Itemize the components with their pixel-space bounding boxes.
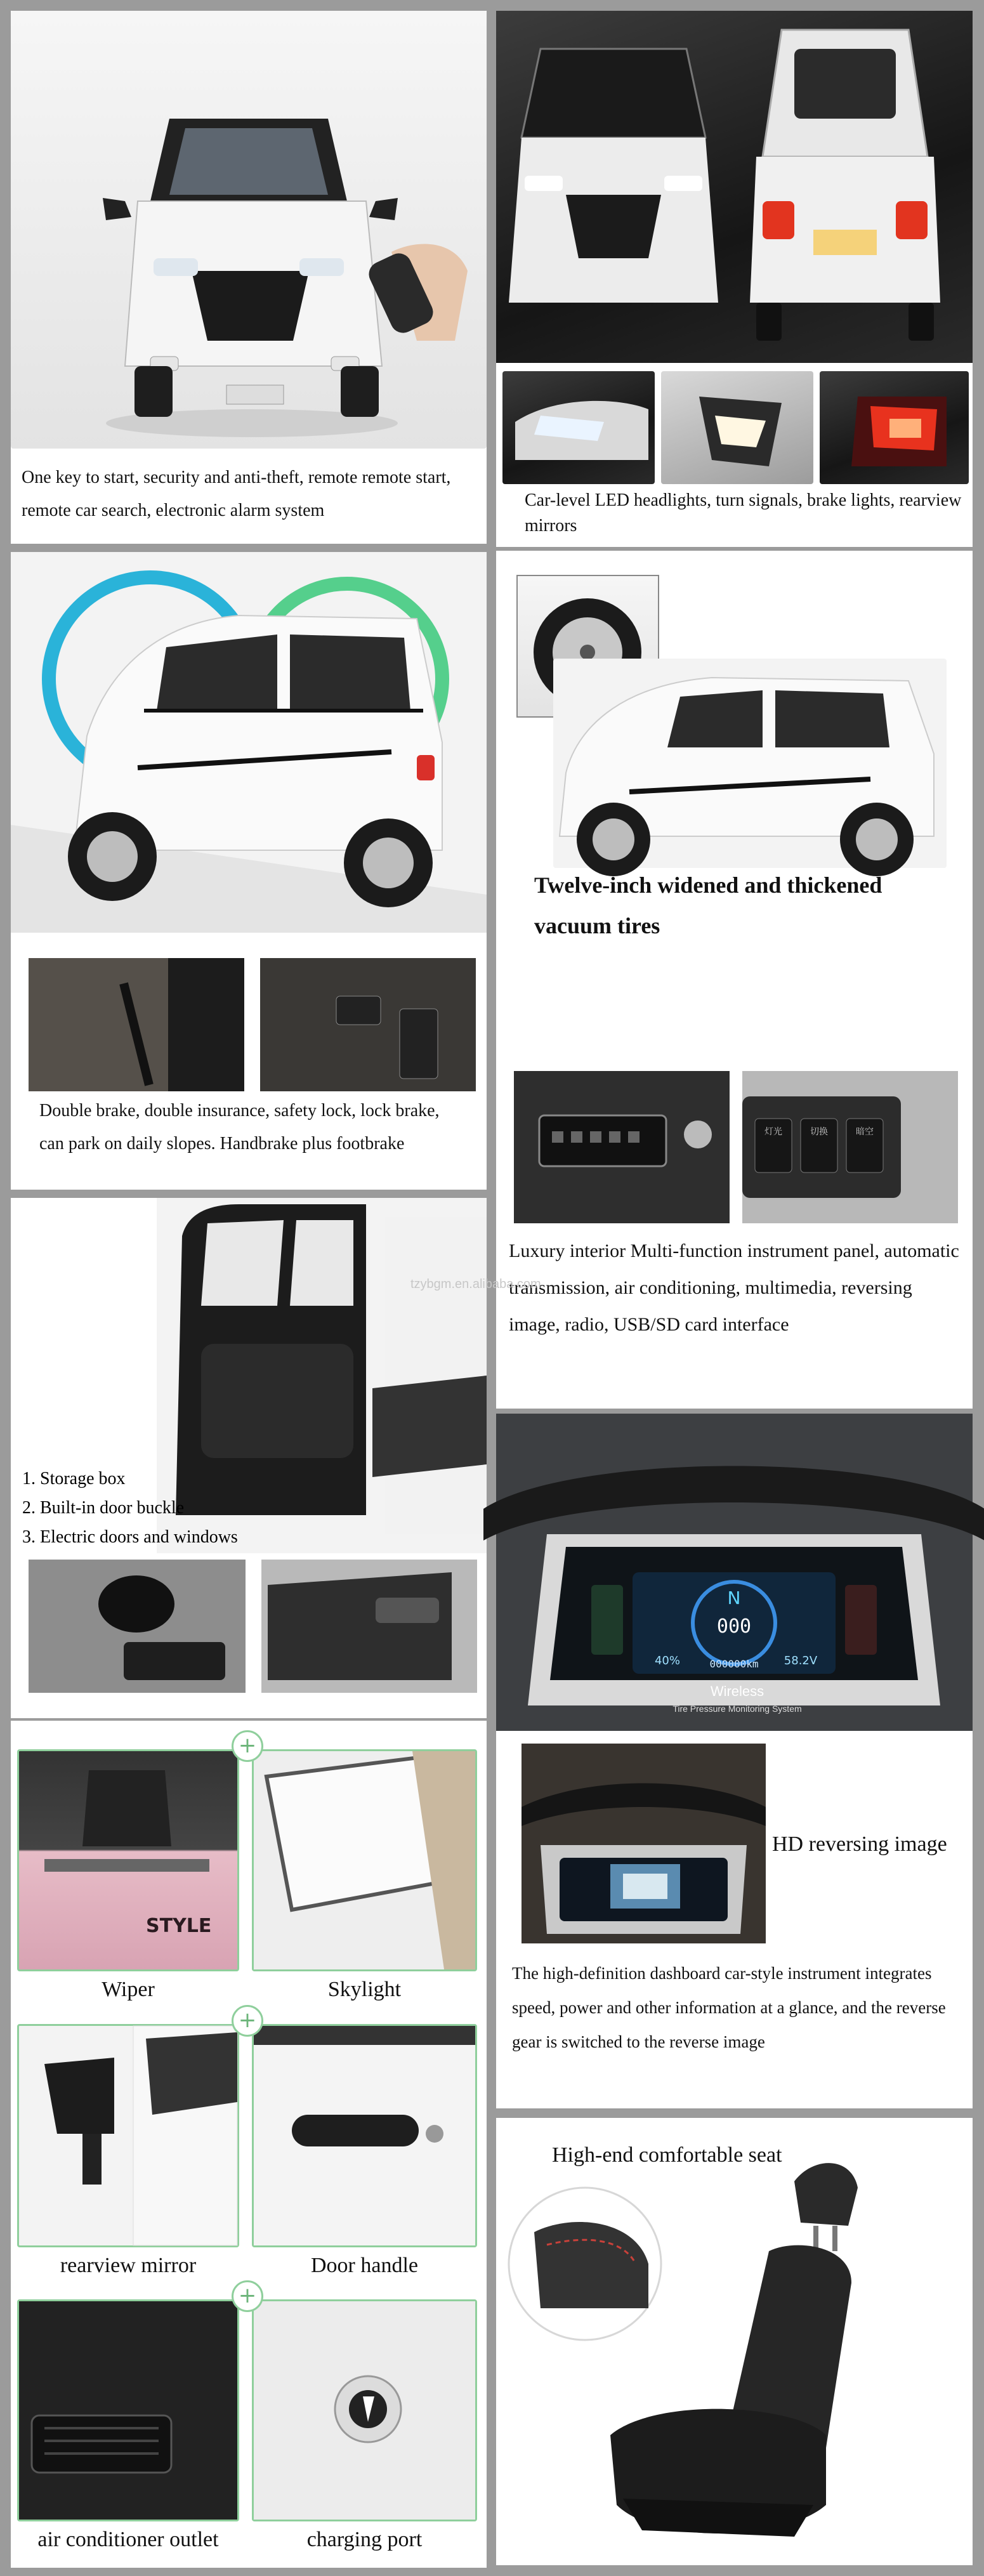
ac-outlet-photo: [17, 2299, 239, 2521]
reversing-panel: [496, 1731, 973, 2108]
reversing-title: HD reversing image: [772, 1832, 947, 1856]
tires-caption: Twelve-inch widened and thickened vacuum tires: [534, 872, 882, 938]
ac-outlet-label: air conditioner outlet: [37, 2528, 219, 2551]
switch-label-1: 灯光: [764, 1127, 782, 1137]
speed-readout: 000: [716, 1615, 752, 1638]
lights-panel: [496, 11, 973, 547]
feature-electric-windows: 3. Electric doors and windows: [22, 1527, 238, 1547]
dashboard-svg: [496, 1414, 973, 1731]
reversing-dashboard-photo: [522, 1744, 766, 1943]
plus-icon: +: [232, 1730, 263, 1762]
headlight-photo: [502, 371, 655, 484]
brake-caption: Double brake, double insurance, safety lock, lock brake, can park on daily slopes. Handbrake plus footbrake: [39, 1101, 440, 1153]
wiper-label: Wiper: [102, 1978, 155, 2001]
voltage-readout: 58.2V: [784, 1654, 818, 1667]
seat-panel: [496, 2118, 973, 2565]
seat-illustration: [496, 2118, 973, 2565]
car-front-photo: [11, 11, 487, 449]
wiper-photo: [17, 1749, 239, 1971]
tires-panel: [496, 551, 973, 1039]
car-side-angle-photo: [553, 659, 947, 868]
gear-indicator: N: [727, 1587, 741, 1608]
plus-icon: +: [232, 2280, 263, 2312]
charging-port-photo: [252, 2299, 477, 2521]
footbrake-photo: [260, 958, 476, 1091]
switch-label-3: 暗空: [856, 1127, 874, 1137]
door-buckle-photo: [261, 1560, 477, 1693]
tpms-subtitle: Tire Pressure Monitoring System: [672, 1704, 802, 1714]
brake-panel: [11, 552, 487, 1190]
plus-icon: +: [232, 2005, 263, 2037]
door-feature-list: [22, 1464, 238, 1552]
switch-label-2: 切换: [810, 1127, 828, 1137]
skylight-label: Skylight: [327, 1978, 402, 2001]
charging-port-label: charging port: [306, 2528, 423, 2551]
door-panel: [11, 1198, 541, 1718]
interior-panel: [496, 1039, 973, 1409]
feature-storage-box: 1. Storage box: [22, 1469, 126, 1488]
dashboard-panel: [496, 1414, 973, 1731]
car-side-photo: [11, 552, 487, 933]
reversing-caption: The high-definition dashboard car-style instrument integrates speed, power and other information at a glance, and the reverse gear is switched to the reverse image: [512, 1964, 946, 2051]
lights-caption: Car-level LED headlights, turn signals, brake lights, rearview mirrors: [525, 490, 962, 536]
interior-caption: Luxury interior Multi-function instrument panel, automatic transmission, air conditioning, multimedia, reversing image, radio, USB/SD card interface: [509, 1240, 959, 1335]
door-handle-label: Door handle: [310, 2254, 418, 2277]
rearview-mirror-photo: [17, 2024, 239, 2247]
style-text: STYLE: [146, 1915, 212, 1937]
door-handle-photo: [252, 2024, 477, 2247]
skylight-photo: [252, 1749, 477, 1971]
remote-key-panel: [11, 11, 487, 544]
switch-panel-photo: [742, 1071, 958, 1223]
feature-door-buckle: 2. Built-in door buckle: [22, 1498, 185, 1518]
battery-readout: 40%: [654, 1654, 681, 1667]
brake-light-photo: [820, 371, 969, 484]
wireless-title: Wireless: [710, 1683, 764, 1699]
control-panel-photo: [514, 1071, 730, 1223]
handbrake-photo: [29, 958, 244, 1091]
rearview-mirror-label: rearview mirror: [60, 2254, 197, 2277]
alibaba-watermark: tzybgm.en.alibaba.com: [410, 1277, 541, 1291]
car-front-rear-photo: [496, 11, 973, 363]
features-panel: [11, 1721, 487, 2568]
turn-signal-photo: [661, 371, 813, 484]
odometer-readout: 000000km: [709, 1658, 759, 1670]
remote-caption: One key to start, security and anti-theft, remote remote start, remote car search, electronic alarm system: [22, 468, 451, 520]
storage-box-photo: [29, 1560, 246, 1693]
seat-title: High-end comfortable seat: [552, 2143, 782, 2167]
